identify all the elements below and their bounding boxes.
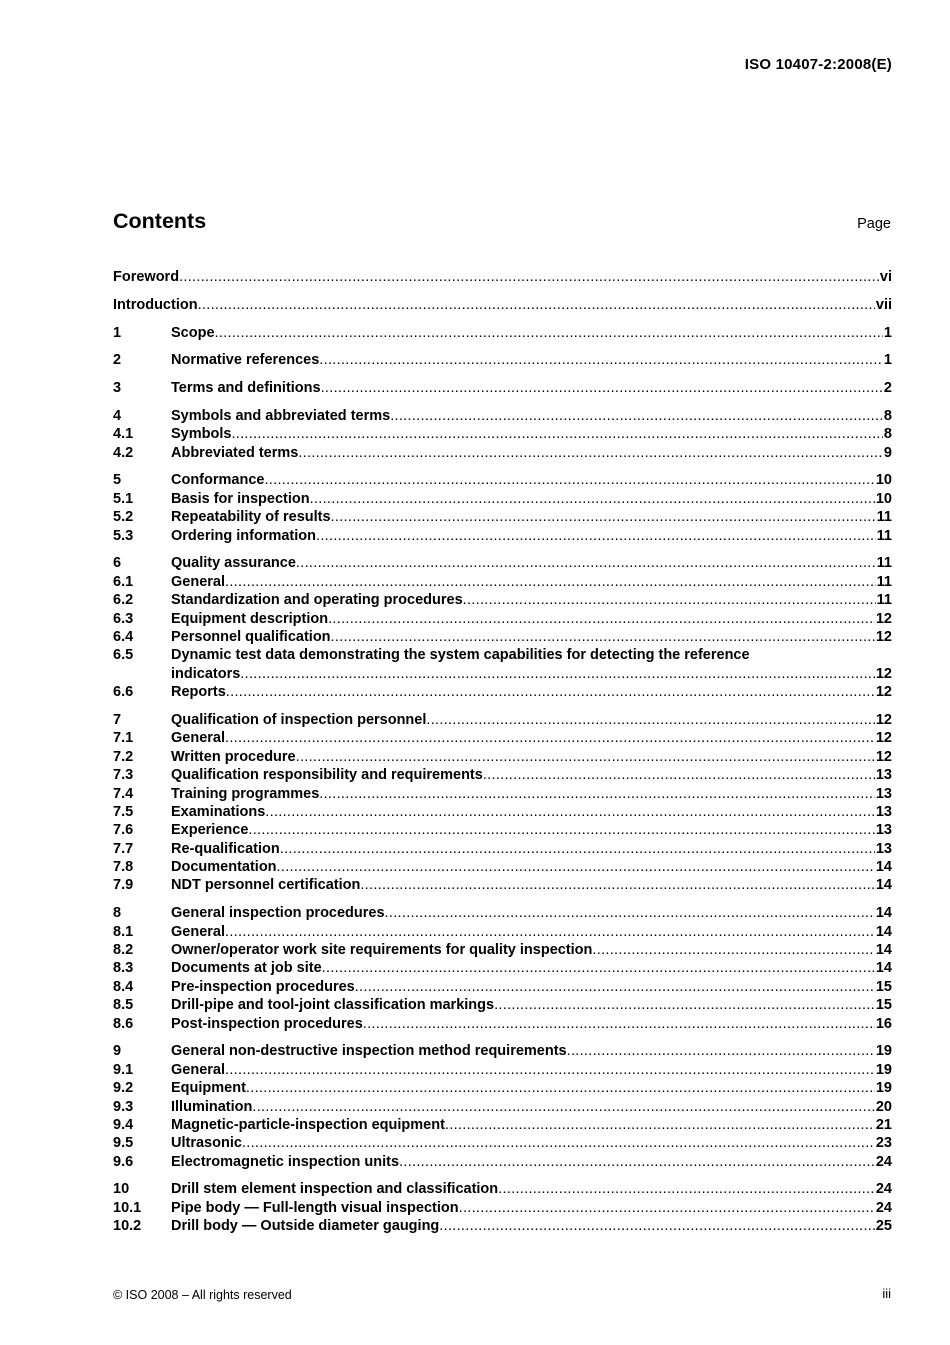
toc-entry-page: 8 xyxy=(883,407,892,424)
toc-entry[interactable] xyxy=(113,444,892,462)
toc-entry[interactable] xyxy=(113,471,892,489)
toc-entry-number: 9.1 xyxy=(113,1061,134,1078)
toc-entry-number: 9.3 xyxy=(113,1098,134,1115)
toc-entry-title: General xyxy=(171,923,225,940)
toc-entry[interactable] xyxy=(113,646,892,664)
toc-entry-page: 11 xyxy=(876,592,892,609)
dot-leader xyxy=(310,490,875,508)
toc-entry-title: Drill stem element inspection and classification xyxy=(171,1181,499,1198)
toc-entry-page: 1 xyxy=(883,324,892,341)
toc-entry-title: Introduction xyxy=(113,296,198,313)
toc-entry-title: Conformance xyxy=(171,472,265,489)
dot-leader xyxy=(225,573,876,591)
toc-entry-title: Reports xyxy=(171,684,226,701)
toc-entry-page: 12 xyxy=(875,610,892,627)
toc-entry-page: 11 xyxy=(876,509,892,526)
toc-entry-number: 6.4 xyxy=(113,628,134,645)
toc-entry-number: 8.3 xyxy=(113,960,134,977)
toc-entry-title: Symbols xyxy=(171,426,232,443)
dot-leader xyxy=(321,379,883,397)
toc-entry-number: 7.8 xyxy=(113,859,134,876)
toc-entry-number: 9.4 xyxy=(113,1116,134,1133)
toc-entry-page: 14 xyxy=(875,877,892,894)
dot-leader xyxy=(296,554,876,572)
toc-entry-page: 13 xyxy=(875,822,892,839)
toc-entry-page: 9 xyxy=(883,444,892,461)
toc-entry-number: 6.3 xyxy=(113,610,134,627)
toc-entry-title: Equipment xyxy=(171,1080,246,1097)
table-of-contents xyxy=(113,268,892,1236)
dot-leader xyxy=(390,407,883,425)
toc-entry[interactable] xyxy=(113,527,892,545)
toc-entry-number: 9.5 xyxy=(113,1135,134,1152)
toc-entry[interactable] xyxy=(113,554,892,572)
toc-entry-page: 24 xyxy=(875,1153,892,1170)
toc-entry[interactable] xyxy=(113,490,892,508)
toc-entry-page: 12 xyxy=(875,730,892,747)
dot-leader xyxy=(277,858,875,876)
toc-entry-number: 8 xyxy=(113,905,122,922)
toc-entry-title: General non-destructive inspection method requirements xyxy=(171,1043,567,1060)
toc-entry[interactable] xyxy=(113,711,892,729)
toc-entry-page: 8 xyxy=(883,426,892,443)
toc-entry-title: Symbols and abbreviated terms xyxy=(171,407,391,424)
toc-entry-number: 4.2 xyxy=(113,444,134,461)
toc-entry[interactable] xyxy=(113,573,892,591)
dot-leader xyxy=(319,785,875,803)
toc-entry-number: 8.1 xyxy=(113,923,134,940)
toc-entry[interactable] xyxy=(113,1180,892,1198)
dot-leader xyxy=(385,904,875,922)
toc-entry[interactable] xyxy=(113,941,892,959)
toc-entry-number: 6.5 xyxy=(113,647,134,664)
toc-entry-title: General xyxy=(171,1061,225,1078)
toc-entry-title: Illumination xyxy=(171,1098,253,1115)
toc-entry-title: Drill-pipe and tool-joint classification markings xyxy=(171,997,495,1014)
toc-entry-title: Abbreviated terms xyxy=(171,444,299,461)
dot-leader xyxy=(426,711,874,729)
toc-entry[interactable] xyxy=(113,628,892,646)
dot-leader xyxy=(298,444,883,462)
toc-entry-title: General xyxy=(171,730,225,747)
toc-entry[interactable] xyxy=(113,1153,892,1171)
toc-entry-title: Electromagnetic inspection units xyxy=(171,1153,400,1170)
copyright-notice: © ISO 2008 – All rights reserved xyxy=(113,1288,292,1302)
dot-leader xyxy=(240,665,875,683)
toc-entry[interactable] xyxy=(113,324,892,342)
dot-leader xyxy=(252,1098,875,1116)
toc-entry-page: 11 xyxy=(876,573,892,590)
dot-leader xyxy=(264,471,874,489)
toc-entry-number: 3 xyxy=(113,380,122,397)
toc-entry-number: 8.5 xyxy=(113,997,134,1014)
dot-leader xyxy=(242,1134,875,1152)
toc-entry-page: 14 xyxy=(875,923,892,940)
toc-entry[interactable] xyxy=(113,591,892,609)
toc-entry-title: NDT personnel certification xyxy=(171,877,361,894)
toc-entry[interactable] xyxy=(113,665,892,683)
toc-entry-title: Equipment description xyxy=(171,610,329,627)
dot-leader xyxy=(567,1042,875,1060)
toc-entry-title: Ordering information xyxy=(171,527,316,544)
toc-entry-title: Terms and definitions xyxy=(171,380,321,397)
toc-entry-page: 13 xyxy=(875,785,892,802)
dot-leader xyxy=(248,821,874,839)
toc-entry-page: 25 xyxy=(875,1218,892,1235)
toc-entry-title: Re-qualification xyxy=(171,840,280,857)
document-id: ISO 10407-2:2008(E) xyxy=(744,56,892,73)
toc-entry-title: General xyxy=(171,573,225,590)
toc-entry[interactable] xyxy=(113,858,892,876)
dot-leader xyxy=(483,766,875,784)
toc-entry[interactable] xyxy=(113,407,892,425)
toc-entry-title: Normative references xyxy=(171,352,320,369)
toc-entry[interactable] xyxy=(113,683,892,701)
toc-entry[interactable] xyxy=(113,610,892,628)
toc-entry-title: Drill body — Outside diameter gauging xyxy=(171,1218,440,1235)
toc-entry-title: Personnel qualification xyxy=(171,628,331,645)
toc-entry-number: 7.1 xyxy=(113,730,134,747)
dot-leader xyxy=(226,683,875,701)
toc-entry-number: 4 xyxy=(113,407,122,424)
dot-leader xyxy=(225,1061,875,1079)
dot-leader xyxy=(399,1153,875,1171)
toc-entry[interactable] xyxy=(113,876,892,894)
toc-entry-page: 2 xyxy=(883,380,892,397)
toc-entry-page: 11 xyxy=(876,555,892,572)
toc-entry-page: 13 xyxy=(875,767,892,784)
toc-entry-page: 12 xyxy=(875,665,892,682)
dot-leader xyxy=(328,610,875,628)
toc-entry-number: 10.2 xyxy=(113,1218,142,1235)
toc-entry-page: 14 xyxy=(875,905,892,922)
toc-entry-number: 5.1 xyxy=(113,490,134,507)
dot-leader xyxy=(225,923,875,941)
toc-entry[interactable] xyxy=(113,1015,892,1033)
toc-entry-title: Standardization and operating procedures xyxy=(171,592,463,609)
toc-entry[interactable] xyxy=(113,959,892,977)
dot-leader xyxy=(225,729,875,747)
toc-entry-number: 6.6 xyxy=(113,684,134,701)
dot-leader xyxy=(463,591,876,609)
toc-entry[interactable] xyxy=(113,821,892,839)
toc-entry-title: Qualification of inspection personnel xyxy=(171,711,427,728)
toc-entry-page: 23 xyxy=(875,1135,892,1152)
dot-leader xyxy=(360,876,875,894)
toc-entry-number: 4.1 xyxy=(113,426,134,443)
toc-entry-number: 9.6 xyxy=(113,1153,134,1170)
toc-entry-page: 12 xyxy=(875,628,892,645)
toc-entry-number: 1 xyxy=(113,324,122,341)
dot-leader xyxy=(296,748,875,766)
dot-leader xyxy=(494,996,875,1014)
toc-entry[interactable] xyxy=(113,766,892,784)
toc-entry-page: vi xyxy=(879,269,892,285)
toc-entry-page: 16 xyxy=(875,1015,892,1032)
toc-entry-title: Dynamic test data demonstrating the system capabilities for detecting the reference xyxy=(171,647,750,664)
toc-entry[interactable] xyxy=(113,840,892,858)
toc-entry-page: 1 xyxy=(883,352,892,369)
toc-entry-number: 7.3 xyxy=(113,767,134,784)
toc-entry-title: General inspection procedures xyxy=(171,905,385,922)
toc-entry-page: 12 xyxy=(875,684,892,701)
toc-entry[interactable] xyxy=(113,1217,892,1235)
toc-entry-title: Ultrasonic xyxy=(171,1135,242,1152)
toc-entry[interactable] xyxy=(113,268,892,286)
toc-entry-title: Post-inspection procedures xyxy=(171,1015,363,1032)
dot-leader xyxy=(316,527,876,545)
dot-leader xyxy=(198,296,875,314)
toc-entry-page: 12 xyxy=(875,711,892,728)
toc-entry-number: 10.1 xyxy=(113,1199,142,1216)
toc-entry-number: 7.5 xyxy=(113,803,134,820)
toc-entry-title: Examinations xyxy=(171,803,266,820)
toc-entry-title: Written procedure xyxy=(171,748,296,765)
dot-leader xyxy=(592,941,874,959)
toc-entry-page: 19 xyxy=(875,1061,892,1078)
toc-entry-page: 12 xyxy=(875,748,892,765)
toc-entry-number: 7.2 xyxy=(113,748,134,765)
dot-leader xyxy=(355,978,875,996)
dot-leader xyxy=(231,425,882,443)
toc-entry-number: 9 xyxy=(113,1043,122,1060)
toc-entry-page: 19 xyxy=(875,1043,892,1060)
toc-entry[interactable] xyxy=(113,1098,892,1116)
toc-entry-number: 6.2 xyxy=(113,592,134,609)
dot-leader xyxy=(246,1079,875,1097)
toc-entry-number: 5.3 xyxy=(113,527,134,544)
toc-entry[interactable] xyxy=(113,1134,892,1152)
dot-leader xyxy=(363,1015,875,1033)
dot-leader xyxy=(215,324,883,342)
toc-entry[interactable] xyxy=(113,923,892,941)
toc-entry-title: Magnetic-particle-inspection equipment xyxy=(171,1116,445,1133)
toc-entry[interactable] xyxy=(113,296,892,314)
toc-entry-number: 9.2 xyxy=(113,1080,134,1097)
contents-title: Contents xyxy=(113,209,207,233)
toc-entry-title: Quality assurance xyxy=(171,555,296,572)
toc-entry[interactable] xyxy=(113,1079,892,1097)
toc-entry-number: 7.6 xyxy=(113,822,134,839)
toc-entry-number: 7.9 xyxy=(113,877,134,894)
toc-entry-page: 13 xyxy=(875,840,892,857)
toc-entry-page: 14 xyxy=(875,942,892,959)
toc-entry[interactable] xyxy=(113,803,892,821)
toc-entry-title: Basis for inspection xyxy=(171,490,310,507)
toc-entry-page: 11 xyxy=(876,527,892,544)
toc-entry[interactable] xyxy=(113,1061,892,1079)
toc-entry-number: 7.7 xyxy=(113,840,134,857)
toc-entry[interactable] xyxy=(113,1199,892,1217)
toc-entry-page: 19 xyxy=(875,1080,892,1097)
toc-entry-number: 5.2 xyxy=(113,509,134,526)
toc-entry-title: Training programmes xyxy=(171,785,320,802)
toc-entry-title: Scope xyxy=(171,324,215,341)
toc-entry-page: 13 xyxy=(875,803,892,820)
toc-entry-number: 8.2 xyxy=(113,942,134,959)
toc-entry-page: 15 xyxy=(875,997,892,1014)
toc-entry[interactable] xyxy=(113,508,892,526)
dot-leader xyxy=(331,628,875,646)
toc-entry[interactable] xyxy=(113,425,892,443)
toc-entry-title: Pre-inspection procedures xyxy=(171,978,355,995)
toc-entry[interactable] xyxy=(113,978,892,996)
toc-entry-number: 8.4 xyxy=(113,978,134,995)
toc-entry-title: Documentation xyxy=(171,859,277,876)
dot-leader xyxy=(498,1180,875,1198)
dot-leader xyxy=(331,508,876,526)
dot-leader xyxy=(179,268,879,286)
toc-entry-title: Documents at job site xyxy=(171,960,322,977)
dot-leader xyxy=(322,959,875,977)
toc-entry[interactable] xyxy=(113,379,892,397)
toc-entry-number: 5 xyxy=(113,472,122,489)
toc-entry-number: 2 xyxy=(113,352,122,369)
toc-entry-page: 14 xyxy=(875,859,892,876)
toc-entry-number: 7 xyxy=(113,711,122,728)
dot-leader xyxy=(265,803,875,821)
toc-entry[interactable] xyxy=(113,351,892,369)
toc-entry-page: 24 xyxy=(875,1199,892,1216)
dot-leader xyxy=(439,1217,875,1235)
toc-entry-title: Foreword xyxy=(113,269,180,285)
toc-entry[interactable] xyxy=(113,996,892,1014)
dot-leader xyxy=(319,351,883,369)
toc-entry-page: 24 xyxy=(875,1181,892,1198)
toc-entry-title: Qualification responsibility and requirements xyxy=(171,767,483,784)
page-number: iii xyxy=(882,1286,891,1301)
toc-entry-page: 21 xyxy=(875,1116,892,1133)
toc-entry[interactable] xyxy=(113,785,892,803)
toc-entry-page: 15 xyxy=(875,978,892,995)
toc-entry-page: 20 xyxy=(875,1098,892,1115)
toc-entry-page: vii xyxy=(875,296,892,313)
toc-entry-number: 8.6 xyxy=(113,1015,134,1032)
dot-leader xyxy=(445,1116,875,1134)
toc-entry-number: 6 xyxy=(113,555,122,572)
toc-entry-title: Experience xyxy=(171,822,249,839)
toc-entry-page: 10 xyxy=(875,472,892,489)
toc-entry[interactable] xyxy=(113,1042,892,1060)
toc-entry-page: 14 xyxy=(875,960,892,977)
toc-entry-title: Pipe body — Full-length visual inspection xyxy=(171,1199,459,1216)
dot-leader xyxy=(280,840,875,858)
toc-entry-title: Owner/operator work site requirements for quality inspection xyxy=(171,942,593,959)
toc-entry-number: 10 xyxy=(113,1181,130,1198)
page-column-label: Page xyxy=(857,216,891,232)
toc-entry[interactable] xyxy=(113,748,892,766)
dot-leader xyxy=(459,1199,875,1217)
toc-entry-page: 10 xyxy=(875,490,892,507)
toc-entry[interactable] xyxy=(113,1116,892,1134)
toc-entry-number: 7.4 xyxy=(113,785,134,802)
toc-entry-title: indicators xyxy=(171,665,241,682)
toc-entry-title: Repeatability of results xyxy=(171,509,331,526)
toc-entry-number: 6.1 xyxy=(113,573,134,590)
toc-entry[interactable] xyxy=(113,904,892,922)
toc-entry[interactable] xyxy=(113,729,892,747)
